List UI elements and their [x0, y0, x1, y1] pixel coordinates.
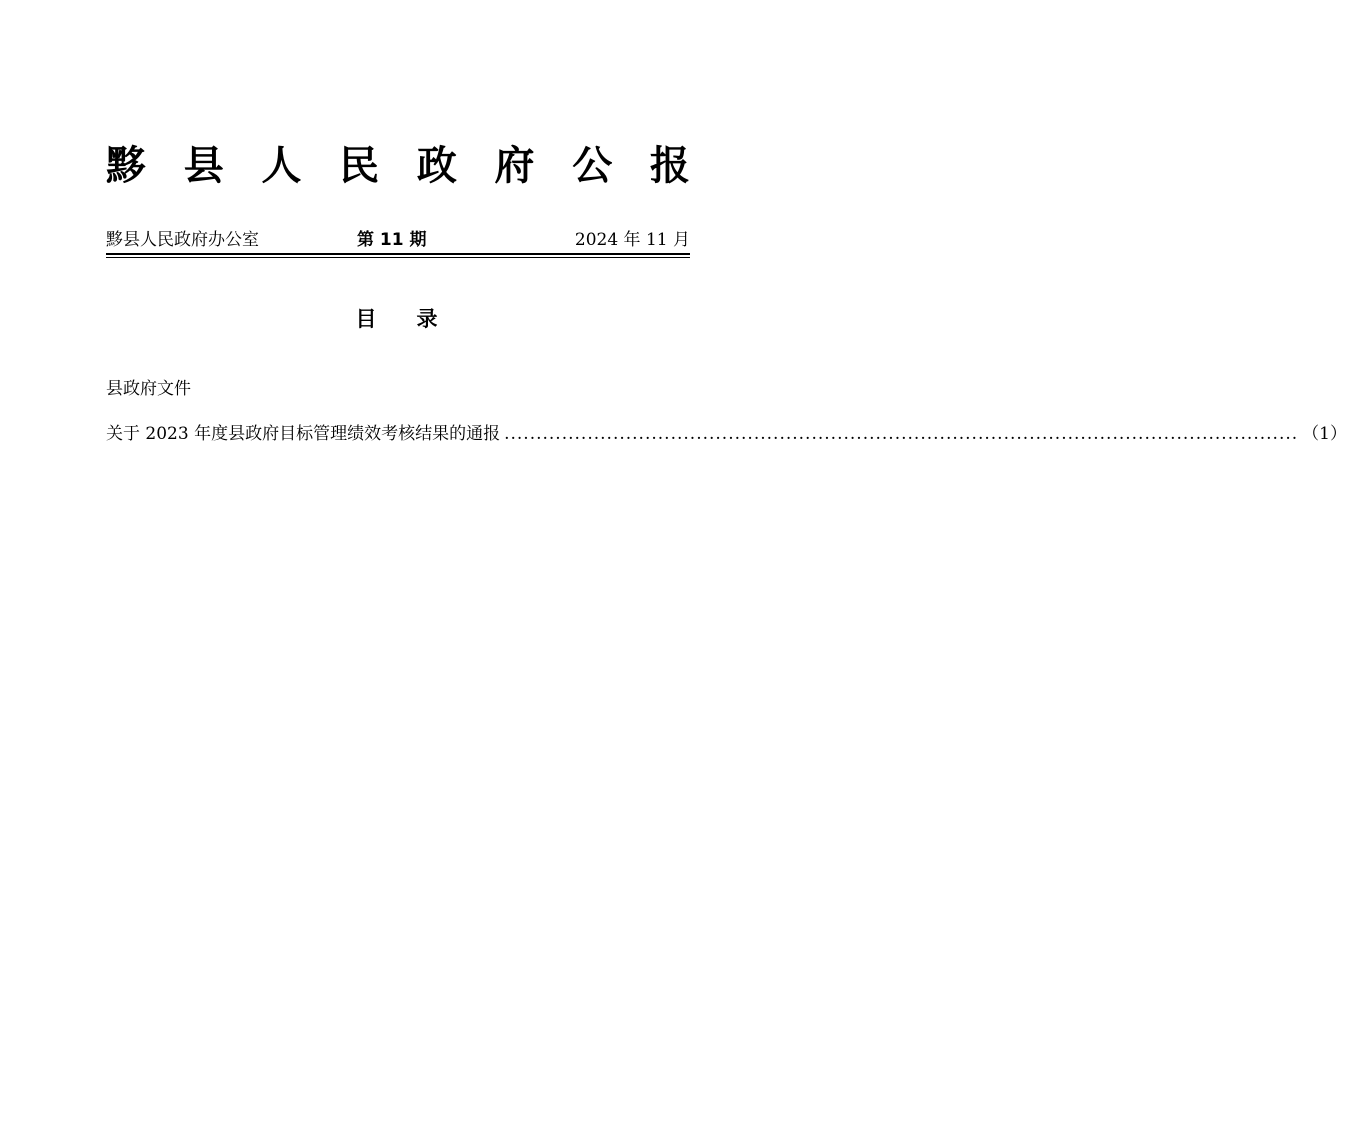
issue-number: 第 11 期: [357, 230, 427, 250]
toc-entry-title: 关于 2023 年度县政府目标管理绩效考核结果的通报: [106, 424, 501, 444]
issuing-office: 黟县人民政府办公室: [106, 230, 259, 250]
masthead-char: 民: [339, 142, 380, 189]
masthead-char: 府: [494, 142, 535, 189]
masthead-char: 报: [649, 142, 690, 189]
masthead-char: 政: [416, 142, 457, 189]
publication-masthead: [106, 140, 690, 192]
header-rule-thick: [106, 253, 690, 255]
issue-date: 2024 年 11 月: [574, 230, 690, 250]
toc-entry[interactable]: [106, 422, 1347, 446]
masthead-char: 人: [261, 142, 302, 189]
header-rule-thin: [106, 257, 690, 258]
toc-title: 目录: [355, 307, 478, 331]
toc-page-number: （1）: [1302, 424, 1347, 444]
toc-section-heading: 县政府文件: [106, 379, 191, 399]
masthead-char: 黟: [106, 142, 146, 189]
issue-info-line: [106, 228, 690, 252]
masthead-char: 县: [183, 142, 224, 189]
masthead-char: 公: [572, 142, 613, 189]
toc-dot-leader: ............................................................................................................................: [504, 424, 1299, 444]
